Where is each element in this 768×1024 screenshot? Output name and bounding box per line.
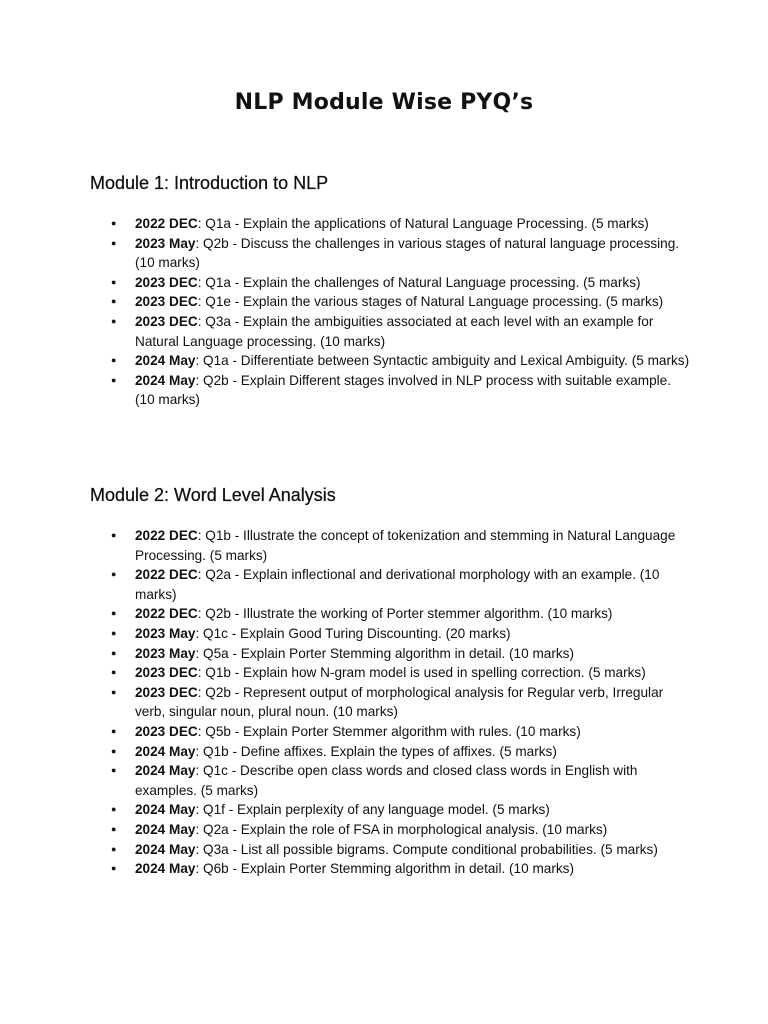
question-item: [90, 371, 690, 410]
question-year: 2023 DEC: [135, 665, 198, 681]
question-text: : Q1a - Differentiate between Syntactic ambiguity and Lexical Ambiguity. (5 marks): [195, 353, 690, 369]
document-title: NLP Module Wise PYQ’s: [234, 90, 534, 115]
question-year: 2024 May: [135, 372, 196, 388]
question-text: : Q1e - Explain the various stages of Natural Language processing. (5 marks): [197, 294, 664, 310]
question-text: : Q5b - Explain Porter Stemmer algorithm with rules. (10 marks): [197, 723, 581, 739]
question-year: 2023 DEC: [135, 684, 198, 700]
question-text: : Q2b - Represent output of morphological analysis for Regular verb, Irregular verb, singular noun, plural noun. (10 marks): [135, 684, 664, 720]
question-year: 2023 May: [135, 625, 196, 641]
question-text: : Q2b - Explain Different stages involved in NLP process with suitable example. (10 marks): [135, 372, 671, 408]
question-year: 2024 May: [135, 802, 196, 818]
question-year: 2022 DEC: [135, 606, 198, 622]
question-text: : Q5a - Explain Porter Stemming algorithm in detail. (10 marks): [195, 645, 574, 661]
question-text: : Q1b - Define affixes. Explain the types of affixes. (5 marks): [195, 743, 557, 759]
question-year: 2023 DEC: [135, 723, 198, 739]
module-1-heading: Module 1: Introduction to NLP: [90, 173, 329, 193]
question-text: : Q1f - Explain perplexity of any language model. (5 marks): [195, 802, 550, 818]
question-item: [90, 663, 690, 683]
module-1-section: [90, 171, 690, 410]
question-text: : Q1a - Explain the challenges of Natural Language processing. (5 marks): [197, 274, 641, 290]
question-item: [90, 644, 690, 664]
question-year: 2024 May: [135, 861, 196, 877]
question-year: 2023 DEC: [135, 313, 198, 329]
question-text: : Q1b - Illustrate the concept of tokenization and stemming in Natural Language Processing. (5 marks): [135, 528, 676, 563]
question-year: 2023 DEC: [135, 294, 198, 310]
module-2-heading: Module 2: Word Level Analysis: [90, 485, 336, 505]
module-2-question-list: [90, 526, 690, 879]
question-item: [90, 683, 690, 722]
question-text: : Q3a - Explain the ambiguities associated at each level with an example for Natural Language processing. (10 marks): [135, 313, 654, 349]
question-text: : Q1b - Explain how N-gram model is used in spelling correction. (5 marks): [197, 665, 646, 681]
question-item: [90, 840, 690, 860]
question-item: [90, 351, 690, 371]
question-text: : Q2a - Explain inflectional and derivational morphology with an example. (10 marks): [135, 567, 660, 602]
question-year: 2024 May: [135, 821, 196, 837]
question-year: 2022 DEC: [135, 216, 198, 231]
question-year: 2023 DEC: [135, 274, 198, 290]
question-item: [90, 565, 690, 604]
question-year: 2022 DEC: [135, 528, 198, 543]
question-text: : Q1c - Describe open class words and closed class words in English with examples. (5 marks): [135, 763, 638, 798]
question-text: : Q6b - Explain Porter Stemming algorithm in detail. (10 marks): [195, 861, 574, 877]
question-item: [90, 742, 690, 762]
question-item: [90, 722, 690, 742]
module-1-question-list: [90, 214, 690, 410]
question-item: [90, 214, 690, 234]
question-year: 2023 May: [135, 235, 196, 251]
question-item: [90, 800, 690, 820]
question-year: 2023 May: [135, 645, 196, 661]
question-year: 2024 May: [135, 763, 196, 779]
question-item: [90, 604, 690, 624]
question-item: [90, 820, 690, 840]
question-year: 2024 May: [135, 353, 196, 369]
module-2-section: [90, 483, 690, 879]
question-item: [90, 312, 690, 351]
question-item: [90, 859, 690, 879]
question-text: : Q2a - Explain the role of FSA in morphological analysis. (10 marks): [195, 821, 608, 837]
question-year: 2022 DEC: [135, 567, 198, 583]
question-item: [90, 761, 690, 800]
question-text: : Q1c - Explain Good Turing Discounting. (20 marks): [195, 625, 511, 641]
question-item: [90, 292, 690, 312]
question-item: [90, 526, 690, 565]
question-year: 2024 May: [135, 841, 196, 857]
question-text: : Q2b - Illustrate the working of Porter stemmer algorithm. (10 marks): [197, 606, 613, 622]
question-year: 2024 May: [135, 743, 196, 759]
question-text: : Q1a - Explain the applications of Natural Language Processing. (5 marks): [197, 216, 649, 231]
question-item: [90, 624, 690, 644]
question-text: : Q2b - Discuss the challenges in various stages of natural language processing. (10 marks): [135, 235, 680, 271]
question-item: [90, 234, 690, 273]
question-text: : Q3a - List all possible bigrams. Compute conditional probabilities. (5 marks): [195, 841, 658, 857]
question-item: [90, 273, 690, 293]
